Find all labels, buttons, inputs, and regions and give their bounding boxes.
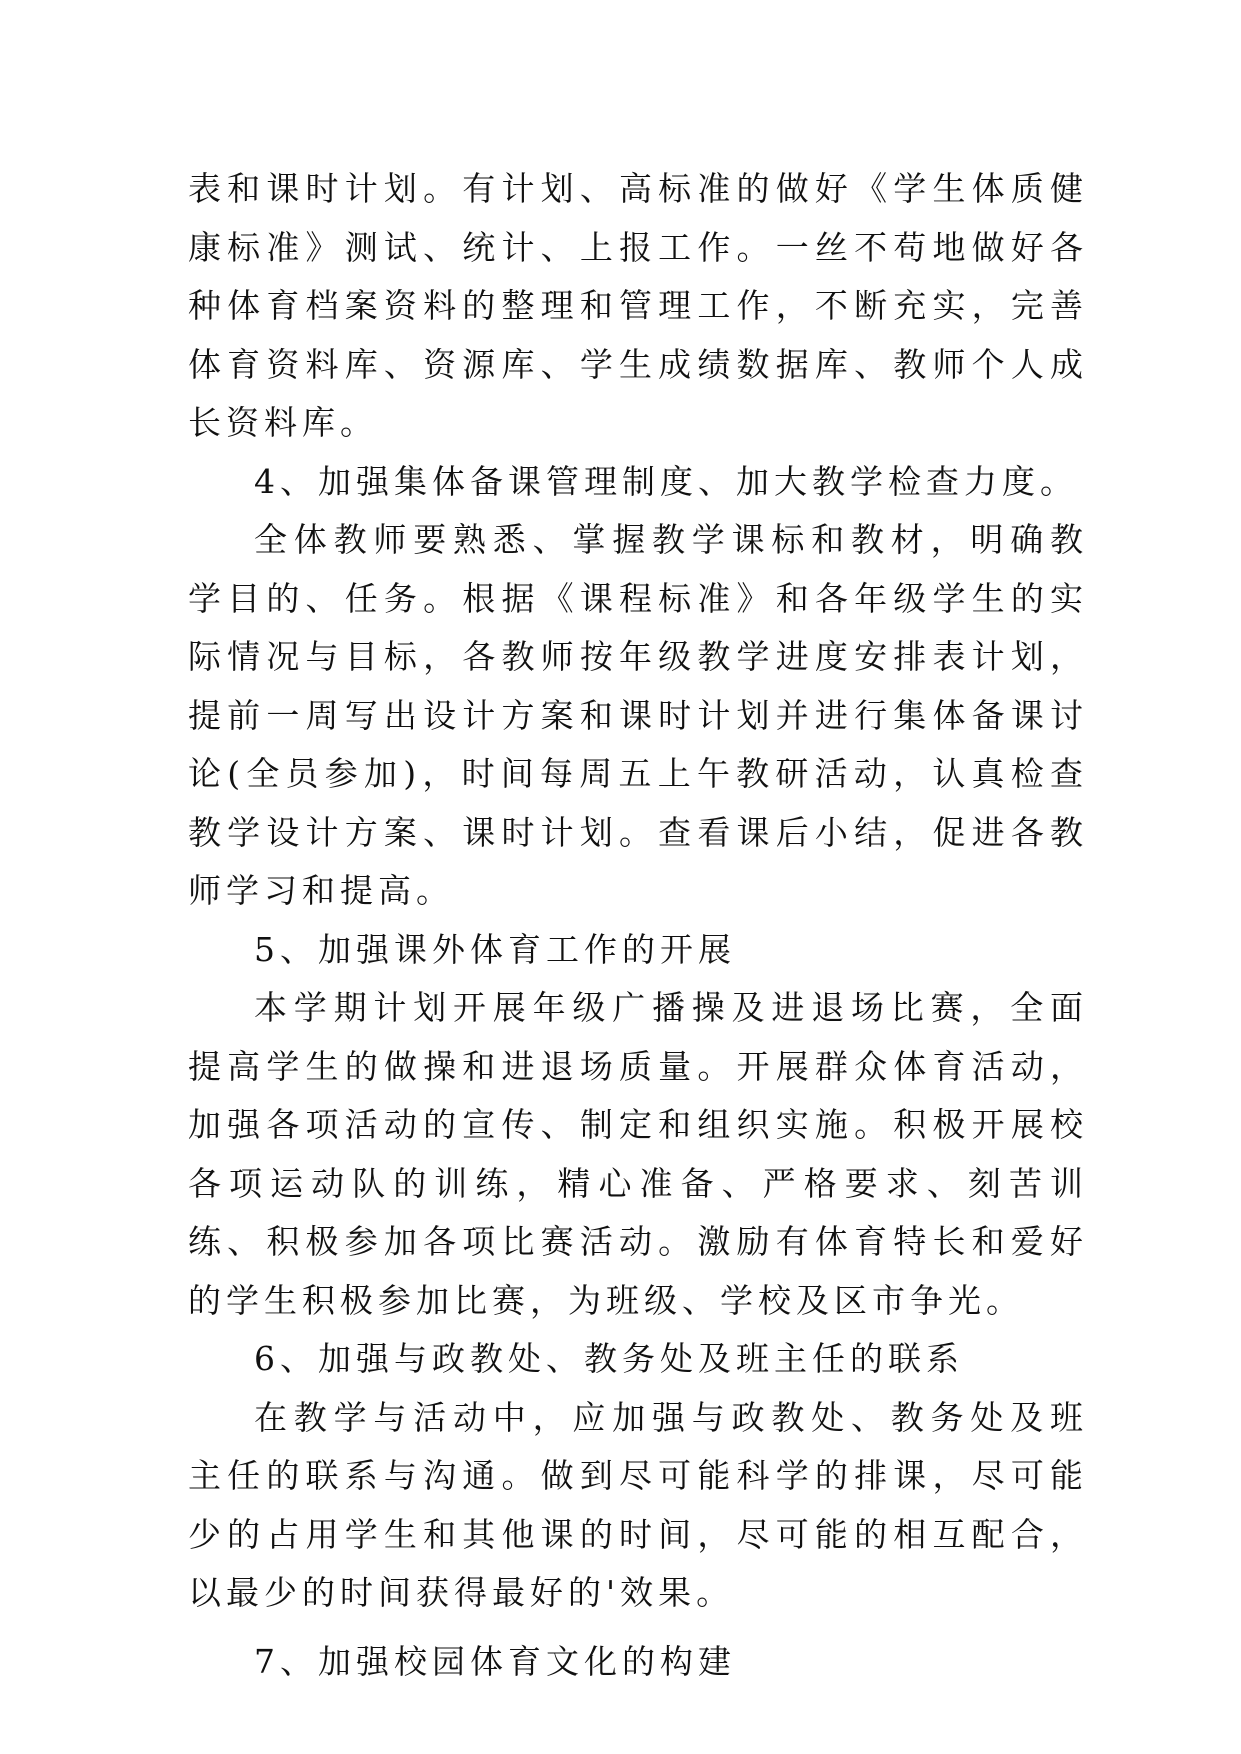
document-body xyxy=(188,160,1088,1691)
section-heading-5: 5、加强课外体育工作的开展 xyxy=(254,929,736,969)
paragraph-lesson-planning: 全体教师要熟悉、掌握教学课标和教材，明确教学目的、任务。根据《课程标准》和各年级学生的实际情况与目标，各教师按年级教学进度安排表计划，提前一周写出设计方案和课时计划并进行集体备课讨论(全员参加)，时间每周五上午教研活动，认真检查教学设计方案、课时计划。查看课后小结，促进各教师学习和提高。 xyxy=(188,520,1088,910)
paragraph-continuation: 表和课时计划。有计划、高标准的做好《学生体质健康标准》测试、统计、上报工作。一丝不苟地做好各种体育档案资料的整理和管理工作，不断充实，完善体育资料库、资源库、学生成绩数据库、教师个人成长资料库。 xyxy=(188,169,1088,442)
paragraph-extracurricular: 本学期计划开展年级广播操及进退场比赛，全面提高学生的做操和进退场质量。开展群众体育活动，加强各项活动的宣传、制定和组织实施。积极开展校各项运动队的训练，精心准备、严格要求、刻苦训练、积极参加各项比赛活动。激励有体育特长和爱好的学生积极参加比赛，为班级、学校及区市争光。 xyxy=(188,988,1088,1320)
section-heading-6: 6、加强与政教处、教务处及班主任的联系 xyxy=(254,1339,964,1378)
section-heading-4: 4、加强集体备课管理制度、加大教学检查力度。 xyxy=(254,461,1078,501)
section-heading-7: 7、加强校园体育文化的构建 xyxy=(254,1641,736,1681)
paragraph-coordination: 在教学与活动中，应加强与政教处、教务处及班主任的联系与沟通。做到尽可能科学的排课，尽可能少的占用学生和其他课的时间，尽可能的相互配合，以最少的时间获得最好的'效果。 xyxy=(188,1397,1088,1612)
